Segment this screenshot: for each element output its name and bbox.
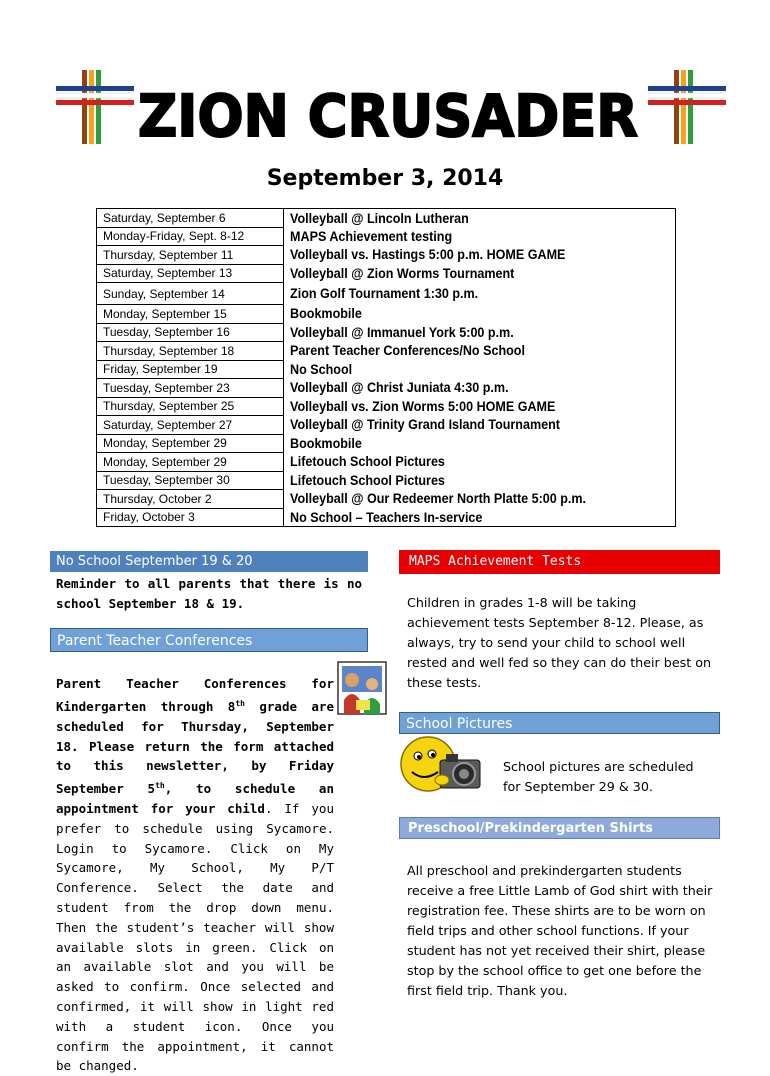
conferences-intro-b: grade are scheduled for Thursday, September 18. Please return the form attached to this newsletter, by Friday September 5 — [56, 698, 334, 797]
left-cross-icon — [56, 70, 134, 144]
no-school-header: No School September 19 & 20 — [50, 551, 368, 572]
schedule-event: Volleyball @ Lincoln Lutheran — [289, 210, 469, 226]
shirts-body: All preschool and prekindergarten students receive a free Little Lamb of God shirt with their registration fee. These shirts are to be worn on field trips and other school functions. If your student has not yet received their shirt, please stop by the school office to get one before the first field trip. Thank you. — [407, 863, 713, 998]
schedule-event: Lifetouch School Pictures — [289, 472, 445, 488]
issue-date: September 3, 2014 — [266, 166, 504, 191]
no-school-body: Reminder to all parents that there is no school September 18 & 19. — [56, 576, 362, 611]
schedule-date: Sunday, September 14 — [97, 283, 284, 305]
masthead-title — [130, 64, 646, 160]
schedule-date: Thursday, September 11 — [97, 246, 284, 265]
schedule-row — [97, 397, 676, 416]
schedule-date: Friday, October 3 — [97, 508, 284, 527]
schedule-table — [96, 208, 676, 527]
schedule-event: Volleyball @ Our Redeemer North Platte 5:00 p.m. — [289, 491, 586, 507]
schedule-row — [97, 209, 676, 228]
schedule-event: Volleyball @ Christ Juniata 4:30 p.m. — [289, 380, 509, 396]
maps-body: Children in grades 1-8 will be taking achievement tests September 8-12. Please, as always, try to send your child to school well rested and well fed so they can do their best on these tests. — [407, 595, 712, 690]
schedule-row — [97, 471, 676, 490]
schedule-event: MAPS Achievement testing — [289, 228, 452, 244]
schedule-event: Volleyball @ Zion Worms Tournament — [289, 265, 514, 281]
schedule-date: Monday-Friday, Sept. 8-12 — [97, 227, 284, 246]
masthead-title-text: ZION CRUSADER — [138, 82, 638, 150]
schedule-row — [97, 360, 676, 379]
shirts-header: Preschool/Prekindergarten Shirts — [399, 817, 720, 839]
schedule-date: Thursday, September 18 — [97, 342, 284, 361]
schedule-event: Volleyball vs. Zion Worms 5:00 HOME GAME — [289, 398, 555, 414]
schedule-event: Parent Teacher Conferences/No School — [289, 343, 525, 359]
schedule-date: Saturday, September 6 — [97, 209, 284, 228]
schedule-row — [97, 490, 676, 509]
schedule-event: Zion Golf Tournament 1:30 p.m. — [289, 286, 478, 301]
pictures-body: School pictures are scheduled for September 29 & 30. — [503, 759, 694, 794]
schedule-row — [97, 416, 676, 435]
schedule-event: Volleyball @ Immanuel York 5:00 p.m. — [289, 324, 514, 340]
pictures-header: School Pictures — [399, 712, 720, 734]
schedule-row — [97, 264, 676, 283]
conferences-intro-c: , to schedule an appointment for your child — [56, 781, 334, 817]
conferences-sup-2: th — [155, 781, 165, 791]
camera-smiley-icon — [398, 734, 494, 798]
conferences-intro-a: Parent Teacher Conferences for Kindergarten through 8 — [56, 676, 334, 714]
schedule-date: Tuesday, September 16 — [97, 323, 284, 342]
schedule-date: Tuesday, September 30 — [97, 471, 284, 490]
schedule-row — [97, 283, 676, 305]
schedule-date: Monday, September 29 — [97, 453, 284, 472]
schedule-event: Bookmobile — [289, 306, 362, 322]
schedule-date: Monday, September 29 — [97, 434, 284, 453]
schedule-event: No School – Teachers In-service — [289, 509, 482, 525]
schedule-row — [97, 379, 676, 398]
schedule-row — [97, 246, 676, 265]
schedule-row — [97, 508, 676, 527]
schedule-row — [97, 323, 676, 342]
schedule-row — [97, 342, 676, 361]
schedule-event: No School — [289, 361, 352, 377]
right-cross-icon — [648, 70, 726, 144]
schedule-date: Monday, September 15 — [97, 305, 284, 324]
schedule-row — [97, 305, 676, 324]
schedule-event: Volleyball @ Trinity Grand Island Tournament — [289, 417, 560, 433]
schedule-event: Lifetouch School Pictures — [289, 454, 445, 470]
schedule-date: Tuesday, September 23 — [97, 379, 284, 398]
conferences-sup-1: th — [235, 698, 245, 708]
schedule-date: Saturday, September 13 — [97, 264, 284, 283]
schedule-date: Thursday, September 25 — [97, 397, 284, 416]
schedule-row — [97, 434, 676, 453]
schedule-event: Bookmobile — [289, 435, 362, 451]
maps-header: MAPS Achievement Tests — [399, 550, 720, 574]
schedule-date: Friday, September 19 — [97, 360, 284, 379]
schedule-row — [97, 227, 676, 246]
schedule-date: Saturday, September 27 — [97, 416, 284, 435]
conferences-body — [56, 674, 362, 1076]
conferences-rest: . If you prefer to schedule using Sycamore. Login to Sycamore. Click on My Sycamore, My School, My P/T Conference. Select the date and student from the drop down menu. Then the student’s teacher will show available slots in green. Click on an available slot and you will be asked to confirm. Once selected and confirmed, it will show in light red with a student icon. Once you confirm the appointment, it cannot be changed. — [56, 801, 334, 1074]
conferences-header: Parent Teacher Conferences — [50, 628, 368, 652]
schedule-row — [97, 453, 676, 472]
schedule-event: Volleyball vs. Hastings 5:00 p.m. HOME GAME — [289, 247, 565, 263]
schedule-date: Thursday, October 2 — [97, 490, 284, 509]
